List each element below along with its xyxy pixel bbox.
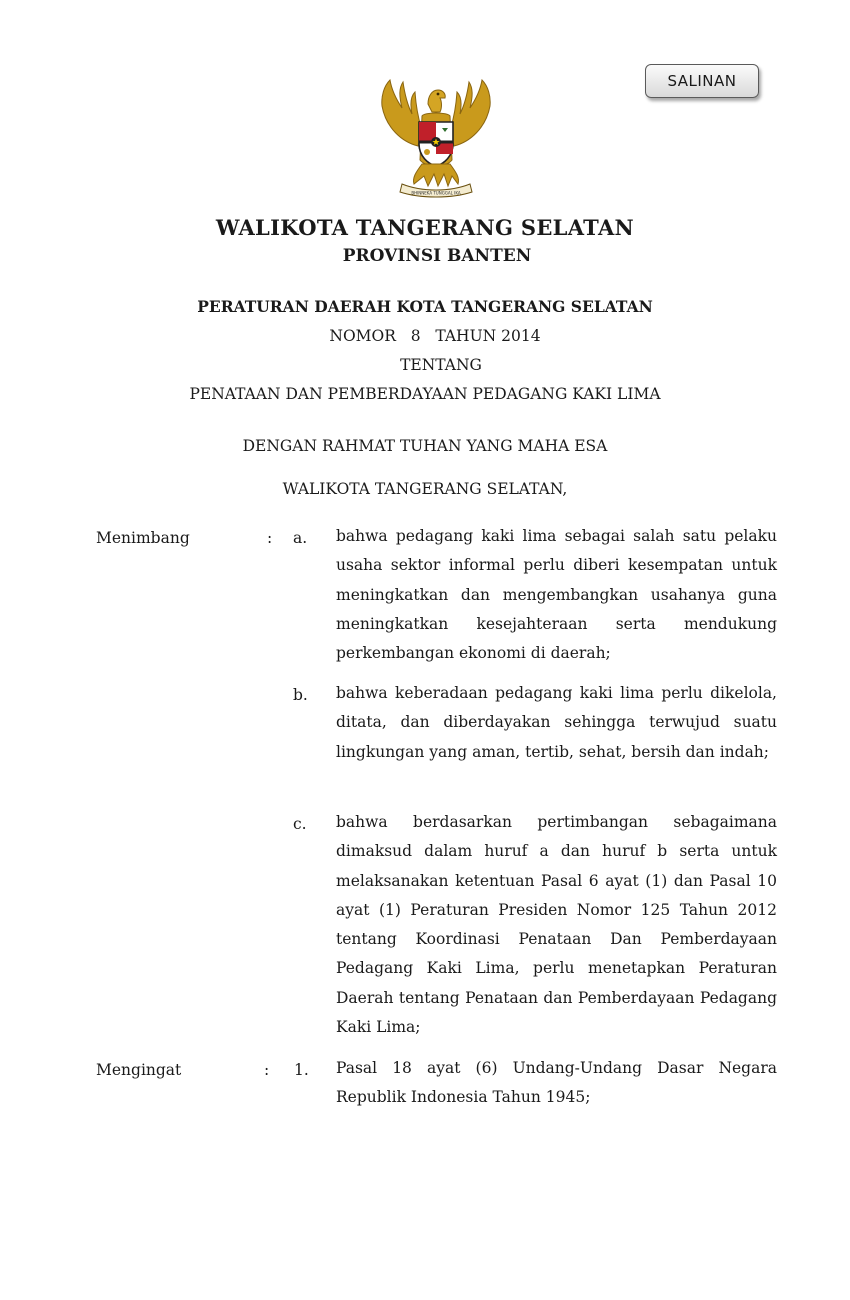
item-marker: 1. [294, 1061, 309, 1079]
list-item: bahwa berdasarkan pertimbangan sebagaimana dimaksud dalam huruf a dan huruf b serta untuk melaksanakan ketentuan Pasal 6 ayat (1) dan Pasal 10 ayat (1) Peraturan Presiden Nomor 125 Tahun 2012 tentang Koordinasi Penataan Dan Pemberdayaan Pedagang Kaki Lima, perlu menetapkan Peraturan Daerah tentang Penataan dan Pemberdayaan Pedagang Kaki Lima; [336, 813, 777, 1037]
regulation-subject: PENATAAN DAN PEMBERDAYAAN PEDAGANG KAKI LIMA [189, 385, 661, 403]
menimbang-label: Menimbang [96, 529, 190, 547]
list-item: bahwa keberadaan pedagang kaki lima perlu dikelola, ditata, dan diberdayakan sehingga terwujud suatu lingkungan yang aman, tertib, sehat, bersih dan indah; [336, 684, 777, 761]
number-value: 8 [410, 327, 421, 345]
number-label: NOMOR [329, 327, 396, 345]
regulation-heading: PERATURAN DAERAH KOTA TANGERANG SELATAN [197, 297, 653, 316]
mengingat-label: Mengingat [96, 1061, 182, 1079]
year-label: TAHUN 2014 [435, 327, 541, 345]
regulation-number [0, 327, 850, 345]
item-marker: b. [293, 686, 308, 704]
province-heading: PROVINSI BANTEN [342, 246, 532, 266]
about-heading: TENTANG [400, 356, 482, 374]
item-marker: c. [293, 815, 307, 833]
salinan-stamp: SALINAN [645, 64, 759, 98]
garuda-pancasila-emblem-icon [372, 76, 500, 198]
menimbang-colon: : [267, 529, 273, 547]
issuer-line: WALIKOTA TANGERANG SELATAN, [282, 480, 568, 498]
item-marker: a. [293, 529, 308, 547]
page-title: WALIKOTA TANGERANG SELATAN [215, 215, 635, 240]
mengingat-colon: : [264, 1061, 270, 1079]
list-item: bahwa pedagang kaki lima sebagai salah satu pelaku usaha sektor informal perlu diberi kesempatan untuk meningkatkan dan mengembangkan usahanya guna meningkatkan kesejahteraan serta mendukung perkembangan ekonomi di daerah; [336, 527, 777, 663]
list-item: Pasal 18 ayat (6) Undang-Undang Dasar Negara Republik Indonesia Tahun 1945; [336, 1059, 777, 1107]
blessing-line: DENGAN RAHMAT TUHAN YANG MAHA ESA [242, 437, 608, 455]
emblem-motto: BHINNEKA TUNGGAL IKA [411, 190, 461, 196]
